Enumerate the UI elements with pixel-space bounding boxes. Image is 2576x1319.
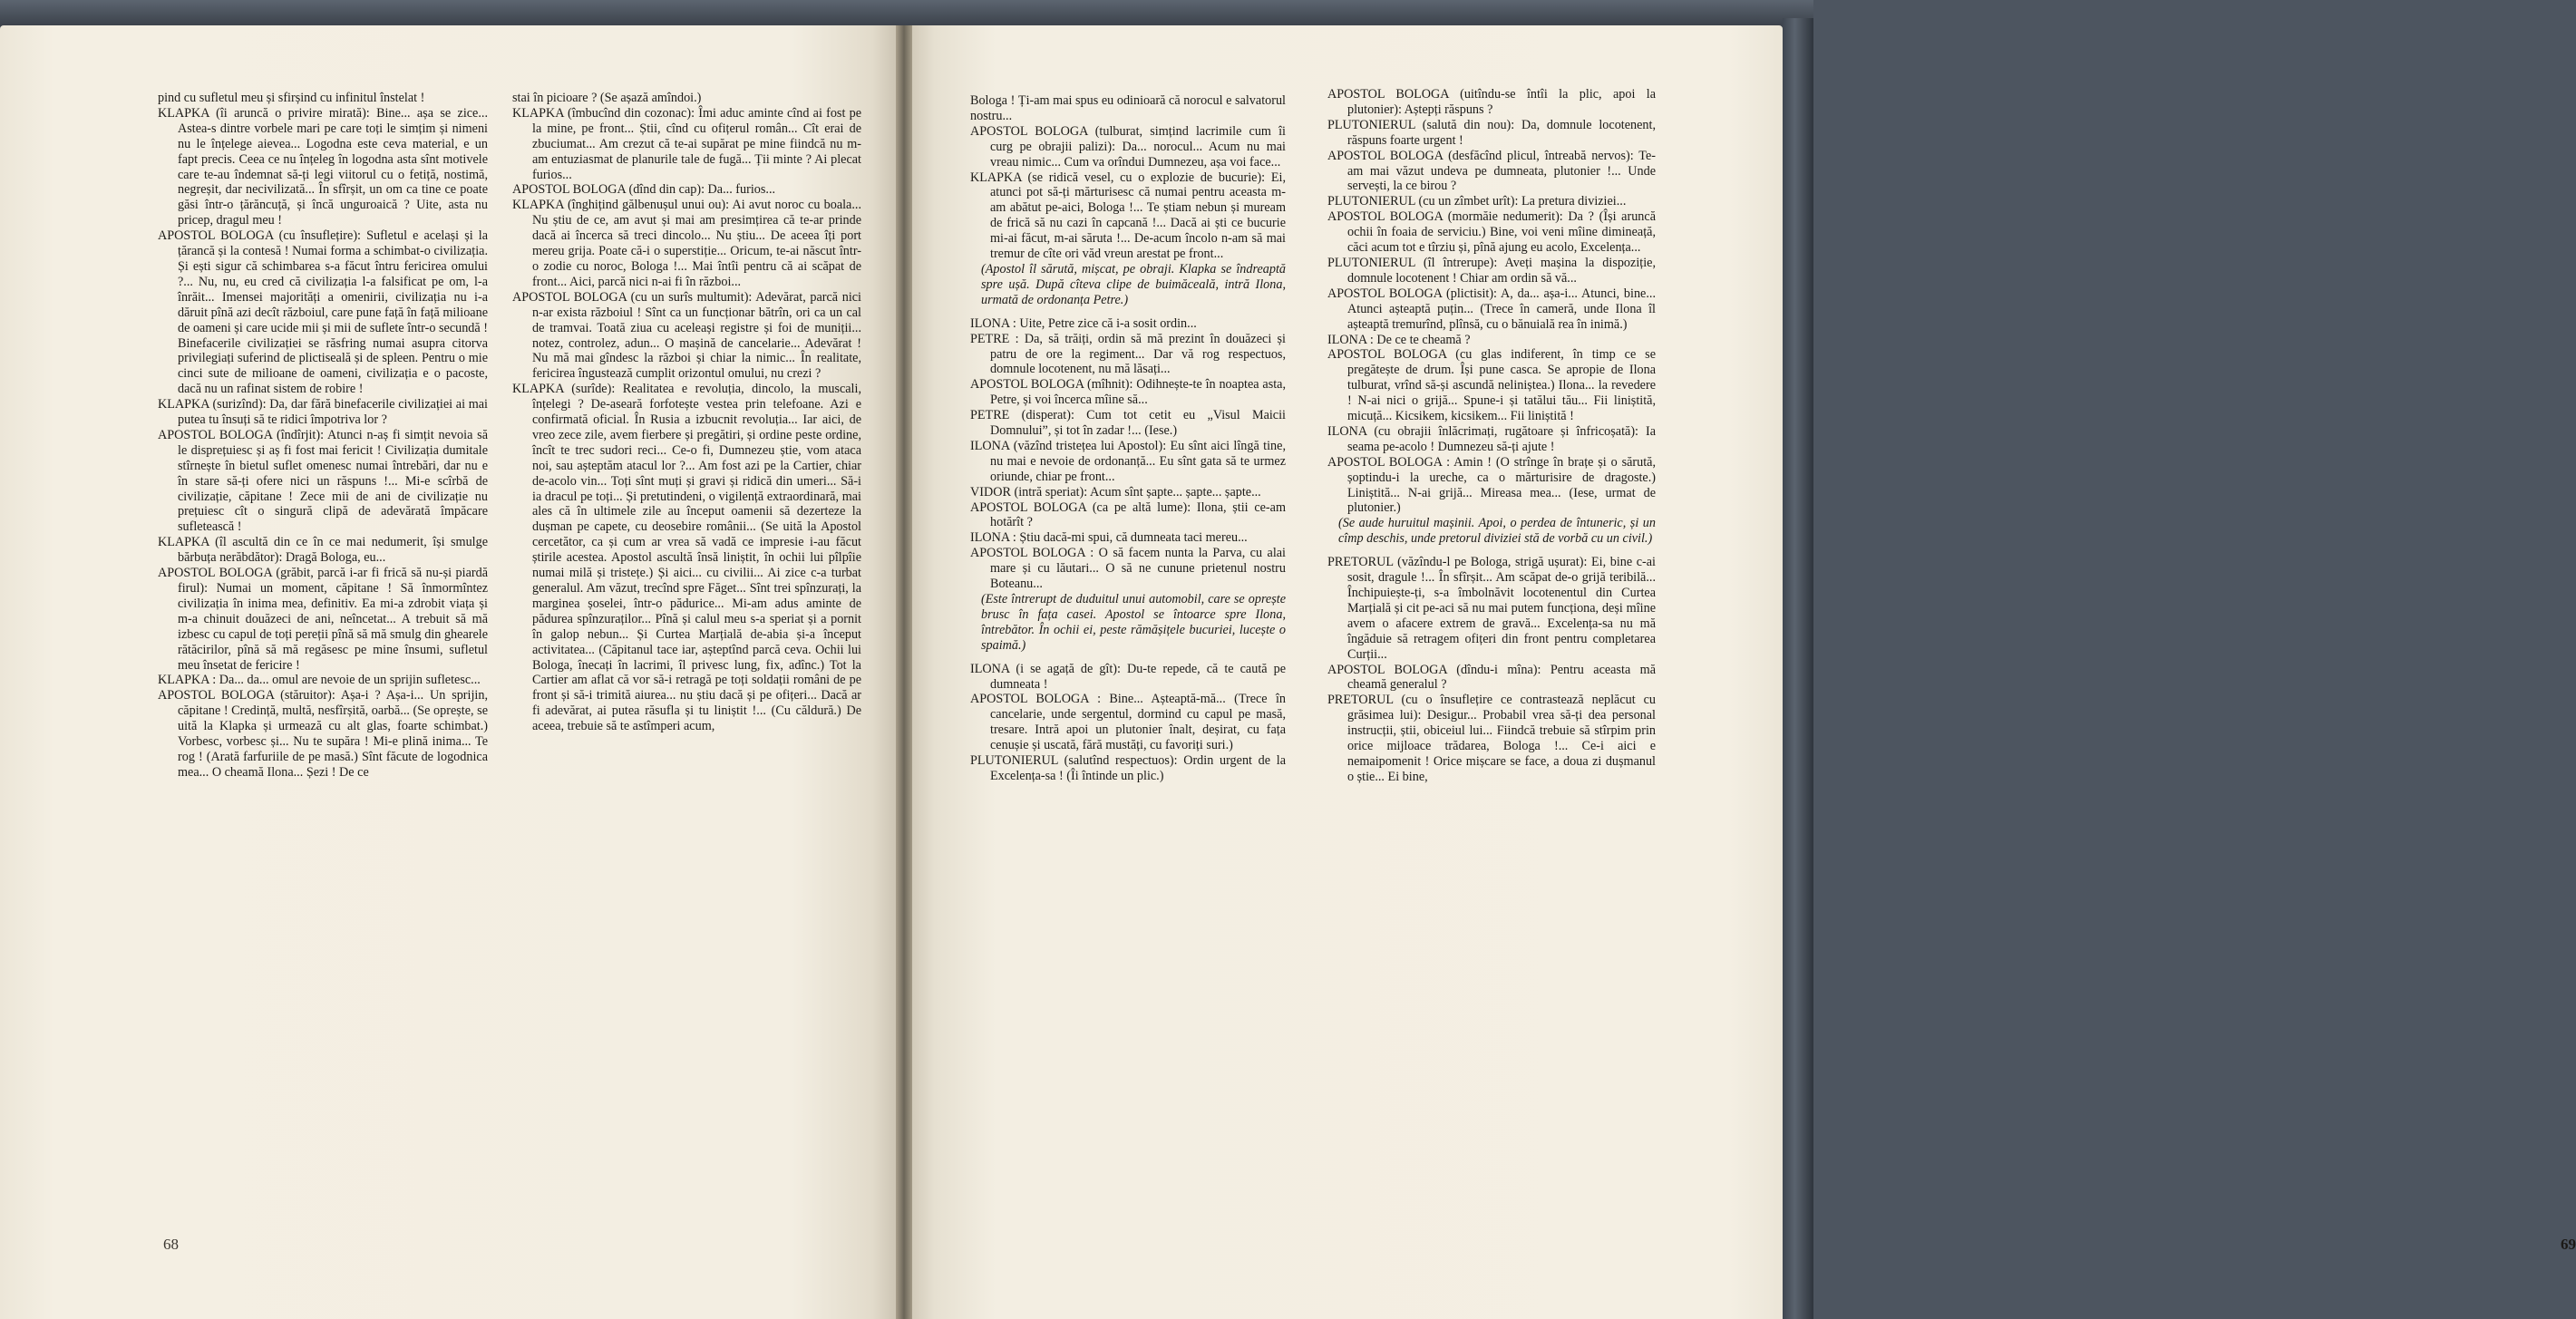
- dialogue-paragraph: PLUTONIERUL (salută din nou): Da, domnule locotenent, răspuns foarte urgent !: [1327, 117, 1656, 148]
- dialogue-paragraph: PRETORUL (cu o însuflețire ce contrastează neplăcut cu grăsimea lui): Desigur... Probabil vrea să-ți dea personal instrucții, știi, obiceiul lui... Fiindcă trebuie să stîrpim prin orice mijloace trădarea, Bologa !... Ce-i aici e nemaipomenit ! Orice mișcare se face, a doua zi dușmanul o știe... Ei bine,: [1327, 693, 1656, 784]
- dialogue-paragraph: PRETORUL (văzîndu-l pe Bologa, strigă ușurat): Ei, bine c-ai sosit, dragule !... În sfîrșit... Am scăpat de-o grijă teribilă... Închipuiește-ți, s-a îmbolnăvit locotenentul din Curtea Marțială și cit pe-aci să nu mai putem funcționa, deși mîine avem o afacere extrem de gravă... Excelența-sa nu mă îngăduie să retragem ofițeri din front pentru completarea Curții...: [1327, 555, 1656, 662]
- dialogue-paragraph: PLUTONIERUL (salutînd respectuos): Ordin urgent de la Excelența-sa ! (Îi întinde un plic.): [970, 753, 1286, 783]
- left-page-column-1: [158, 91, 488, 1319]
- dialogue-paragraph: PLUTONIERUL (cu un zîmbet urît): La pretura diviziei...: [1327, 194, 1627, 209]
- dialogue-paragraph: APOSTOL BOLOGA (desfăcînd plicul, întreabă nervos): Te-am mai văzut undeva pe dumneata, plutonier !... Unde servești, la ce birou ?: [1327, 148, 1656, 194]
- dialogue-paragraph: PLUTONIERUL (îl întrerupe): Aveți mașina la dispoziție, domnule locotenent ! Chiar am ordin să vă...: [1327, 255, 1656, 286]
- dialogue-paragraph: APOSTOL BOLOGA (tulburat, simțind lacrimile cum îi curg pe obrajii palizi): Da... norocul... Acum nu mai vreau nimic... Cum va orîndui Dumnezeu, așa voi face...: [970, 123, 1286, 170]
- right-page-column-1: [970, 93, 1286, 1319]
- dialogue-paragraph: Bologa ! Ți-am mai spus eu odinioară că norocul e salvatorul nostru...: [970, 93, 1286, 123]
- dialogue-paragraph: ILONA (văzînd tristețea lui Apostol): Eu sînt aici lîngă tine, nu mai e nevoie de ordonanță... Eu sînt gata să te urmez oriunde, chiar pe front...: [970, 438, 1286, 484]
- page-number-left: 68: [163, 1236, 179, 1253]
- right-page: [909, 25, 2576, 1319]
- dialogue-paragraph: KLAPKA (surizînd): Da, dar fără binefacerile civilizației ai mai putea tu însuți să te ridici împotriva lor ?: [158, 397, 488, 428]
- dialogue-paragraph: APOSTOL BOLOGA (stăruitor): Așa-i ? Așa-i... Un sprijin, căpitane ! Credință, multă, nesfîrșită, oarbă... (Se oprește, se uită la Klapka și urmează cu alt glas, foarte schimbat.) Vorbesc, vorbesc și... Nu te supăra ! Mi-e plină inima... Te rog ! (Arată farfuriile de pe masă.) Sînt făcute de logodnica mea... O cheamă Ilona... Șezi ! De ce: [158, 688, 488, 780]
- dialogue-paragraph: APOSTOL BOLOGA (dîndu-i mîna): Pentru aceasta mă cheamă generalul ?: [1327, 662, 1656, 693]
- dialogue-paragraph: ILONA : De ce te cheamă ?: [1327, 332, 1471, 347]
- dialogue-paragraph: PETRE (disperat): Cum tot cetit eu „Visul Maicii Domnului”, și tot în zadar !... (Iese.): [970, 408, 1286, 439]
- book-edge: [1783, 18, 1813, 1319]
- left-page: [0, 25, 899, 1319]
- dialogue-paragraph: VIDOR (intră speriat): Acum sînt șapte... șapte... șapte...: [970, 484, 1261, 499]
- dialogue-paragraph: APOSTOL BOLOGA (dînd din cap): Da... furios...: [512, 182, 776, 198]
- dialogue-paragraph: APOSTOL BOLOGA (plictisit): A, da... așa-i... Atunci, bine... Atunci așteaptă puțin... (Trece în cameră, unde Ilona îl așteaptă tremurînd, plînsă, cu o bănuială rea în inimă.): [1327, 286, 1656, 332]
- dialogue-paragraph: ILONA : Uite, Petre zice că i-a sosit ordin...: [970, 315, 1197, 331]
- stage-direction: (Este întrerupt de duduitul unui automobil, care se oprește brusc în fața casei. Apostol se întoarce spre Ilona, întrebător. În ochii ei, peste rămășițele bucuriei, lucește o spaimă.): [981, 592, 1286, 653]
- dialogue-paragraph: ILONA (i se agață de gît): Du-te repede, că te caută pe dumneata !: [970, 661, 1286, 692]
- stage-direction: (Se aude huruitul mașinii. Apoi, o perdea de întuneric, și un cîmp deschis, unde pretorul diviziei stă de vorbă cu un civil.): [1338, 516, 1656, 547]
- dialogue-paragraph: APOSTOL BOLOGA (cu însuflețire): Sufletul e același și la țărancă și la contesă ! Numai forma a schimbat-o civilizația. Și ești sigur că schimbarea s-a făcut întru fericirea omului ?... Nu, nu, eu cred că civilizația l-a falsificat pe om, l-a înrăit... Imensei majorități a omenirii, civilizația nu i-a dăruit pînă azi decît războiul, care pune față în față milioane de oameni și care ucide mii și mii de suflete într-o secundă ! Binefacerile civilizației se răsfring numai asupra citorva privilegiați suferind de plictiseală și de spleen. Pentru o mie cinci sute de milioane de oameni, civilizația e o pacoste, dacă nu un rafinat sistem de robire !: [158, 228, 488, 397]
- dialogue-paragraph: KLAPKA (îi aruncă o privire mirată): Bine... așa se zice... Astea-s dintre vorbele mari pe care toți le simțim și nimeni nu le înțelege aievea... Logodna este ceva material, e un fapt precis. Ceea ce nu înțeleg în logodna asta sînt motivele care te-au îndemnat să-ți legi viitorul cu o fetiță, nostimă, negreșit, dar necivilizată... În sfîrșit, un om ca tine ce poate găsi într-o țărăncuță, și încă unguroaică ? Uite, asta nu pricep, dragul meu !: [158, 105, 488, 228]
- dialogue-paragraph: APOSTOL BOLOGA (mormăie nedumerit): Da ? (Își aruncă ochii în foaia de serviciu.) Bine, voi veni mîine dimineață, căci acum tot e tîrziu și, pînă ajung eu acolo, Excelența...: [1327, 209, 1656, 256]
- dialogue-paragraph: ILONA (cu obrajii înlăcrimați, rugătoare și înfricoșată): Ia seama pe-acolo ! Dumnezeu să-ți ajute !: [1327, 423, 1656, 454]
- dialogue-paragraph: APOSTOL BOLOGA (mîhnit): Odihnește-te în noaptea asta, Petre, și voi încerca mîine să...: [970, 377, 1286, 408]
- dialogue-paragraph: KLAPKA (se ridică vesel, cu o explozie de bucurie): Ei, atunci pot să-ți mărturisesc că numai pentru aceasta m-am abătut pe-aici, Bologa !... Te știam nebun și muream de frică să nu cazi în capcană !... Dacă ai ști ce bucurie mi-ai făcut, m-ai săruta !... De-acum încolo n-am să mai tremur de cîte ori văd vreun arestat pe front...: [970, 170, 1286, 262]
- left-page-column-2: [512, 91, 861, 1319]
- dialogue-paragraph: pind cu sufletul meu și sfirșind cu infinitul înstelat !: [158, 91, 425, 105]
- dialogue-paragraph: KLAPKA (surîde): Realitatea e revoluția, dincolo, la muscali, înțelegi ? De-aseară forfotește vestea prin telefoane. Azi e confirmată oficial. În Rusia a izbucnit revoluția... Iar aici, de vreo zece zile, avem fierbere și pregătiri, și ordine peste ordine, încît te trec sudori reci... Ce-o fi, Dumnezeu știe, vom ataca noi, sau așteptăm atacul lor ?... Am fost azi pe la Cartier, chiar de-acolo vin... Toți sînt muți și gravi și ridică din umeri... Să-i ia dracul pe toți... Și pretutindeni, o vigilență extraordinară, mai ales că în ultimele zile au început oamenii să dezerteze la dușman pe capete, cu deosebire românii... (Se uită la Apostol cercetător, ca și cum ar vrea să vadă ce impresie i-au făcut știrile acestea. Apostol ascultă însă liniștit, în ochii lui pîlpîie numai milă și tristețe.) Și aici... cu civilii... Ai zice c-a turbat generalul. Am văzut, trecînd spre Făget... Sînt trei spînzurați, la marginea șoselei, într-o pădurice... Mi-am adus aminte de pădurea spînzuraților... Pînă și calul meu s-a speriat și a pornit în galop nebun... Și Curtea Marțială de-abia și-a început activitatea... (Căpitanul tace iar, așteptînd parcă ceva. Ochii lui Bologa, înecați în lacrimi, îl privesc lung, fix, adînc.) Tot la Cartier am aflat că vor să-i retragă pe toți soldații români de pe front și să-i trimită aiurea... nu știu dacă și pe ofițeri... Dacă ar fi adevărat, ai putea răsufla și tu liniștit !... (Cu căldură.) De aceea, trebuie să te astîmperi acum,: [512, 382, 861, 734]
- dialogue-paragraph: APOSTOL BOLOGA (cu glas indiferent, în timp ce se pregătește de drum. Își pune casca. Se apropie de Ilona tulburat, vrînd să-și ascundă neliniștea.) Ilona... la revedere ! N-ai nici o grijă... Spune-i și tatălui tău... Fii liniștită, micuță... Kicsikem, kicsikem... Fii liniștită !: [1327, 347, 1656, 424]
- dialogue-paragraph: APOSTOL BOLOGA (îndîrjit): Atunci n-aș fi simțit nevoia să le disprețuiesc și aș fi fost mai fericit ! Civilizația dumitale stîrnește în bietul suflet omenesc numai întrebări, dar nu e în stare să-ți ofere nici un răspuns !... Mi-e scîrbă de civilizație, căpitane ! Zece mii de ani de civilizație nu prețuiesc cît o singură clipă de adevărată împăcare sufletească !: [158, 427, 488, 535]
- dialogue-paragraph: APOSTOL BOLOGA : Bine... Așteaptă-mă... (Trece în cancelarie, unde sergentul, dormind cu capul pe masă, tresare. Intră apoi un plutonier înalt, deșirat, cu fața cenușie și uscată, fără mustăți, cu favoriți suri.): [970, 692, 1286, 753]
- dialogue-paragraph: APOSTOL BOLOGA (grăbit, parcă i-ar fi frică să nu-și piardă firul): Numai un moment, căpitane ! Să înmormîntez civilizația în inima mea, definitiv. Ea mi-a zdrobit viața și m-a chinuit douăzeci de ani, neîncetat... A trebuit să mă izbesc cu capul de toți pereții pînă să mă smulg din ghearele rătăcirilor, pînă să mă regăsesc pe mine însumi, sufletul meu însetat de fericire !: [158, 566, 488, 673]
- page-number-right: 69: [2561, 1236, 2576, 1253]
- dialogue-paragraph: PETRE : Da, să trăiți, ordin să mă prezint în douăzeci și patru de ore la regiment... Dar vă rog respectuos, domnule locotenent, nu mă lăsați...: [970, 331, 1286, 377]
- dialogue-paragraph: KLAPKA (înghițind gălbenușul unui ou): Ai avut noroc cu boala... Nu știu de ce, am avut și mai am presimțirea că te-ar prinde dacă ai încerca să treci dincolo... Nu știu... De aceea îți port mereu grija. Poate că-i o superstiție... Oricum, te-ai născut într-o zodie cu noroc, Bologa !... Mai întîi pentru că ai scăpat de front... Aici, parcă nici n-ai fi în război...: [512, 198, 861, 289]
- dialogue-paragraph: stai în picioare ? (Se așază amîndoi.): [512, 91, 702, 105]
- right-page-column-2: [1327, 87, 1656, 1319]
- dialogue-paragraph: ILONA : Știu dacă-mi spui, că dumneata taci mereu...: [970, 530, 1248, 546]
- dialogue-paragraph: KLAPKA (îmbucînd din cozonac): Îmi aduc aminte cînd ai fost pe la mine, pe front... Știi, cînd cu ofițerul român... Cît erai de zbuciumat... Am crezut că te-ai supărat pe mine fiindcă nu m-am entuziasmat de planurile tale de fugă... Ții minte ? Ai plecat furios...: [512, 105, 861, 182]
- dialogue-paragraph: APOSTOL BOLOGA (cu un surîs multumit): Adevărat, parcă nici n-ar exista războiul ! Sînt ca un funcționar bătrîn, ori ca un cal de tramvai. Toată ziua cu aceleași registre și foi de muniții... notez, controlez, adun... O mașină de cancelarie... Adevărat ! Nu mă mai gîndesc la război și chiar la nimic... În realitate, fericirea îngustează cumplit orizontul omului, nu crezi ?: [512, 289, 861, 382]
- book-cover-top: [0, 0, 1813, 27]
- dialogue-paragraph: KLAPKA : Da... da... omul are nevoie de un sprijin sufletesc...: [158, 673, 481, 688]
- dialogue-paragraph: APOSTOL BOLOGA (ca pe altă lume): Ilona, știi ce-am hotărît ?: [970, 499, 1286, 530]
- book-gutter: [896, 25, 912, 1319]
- stage-direction: (Apostol îl sărută, mișcat, pe obraji. Klapka se îndreaptă spre ușă. După cîteva clipe de buimăceală, intră Ilona, urmată de ordonanța Petre.): [981, 261, 1286, 307]
- dialogue-paragraph: KLAPKA (îl ascultă din ce în ce mai nedumerit, își smulge bărbuța nerăbdător): Dragă Bologa, eu...: [158, 535, 488, 566]
- dialogue-paragraph: APOSTOL BOLOGA : Amin ! (O strînge în brațe și o sărută, șoptindu-i la ureche, ca o mărturisire de dragoste.) Liniștită... N-ai grijă... Mireasa mea... (Iese, urmat de plutonier.): [1327, 454, 1656, 516]
- dialogue-paragraph: APOSTOL BOLOGA (uitîndu-se întîi la plic, apoi la plutonier): Aștepți răspuns ?: [1327, 87, 1656, 117]
- dialogue-paragraph: APOSTOL BOLOGA : O să facem nunta la Parva, cu alai mare și cu lăutari... O să ne cunune prietenul nostru Boteanu...: [970, 546, 1286, 592]
